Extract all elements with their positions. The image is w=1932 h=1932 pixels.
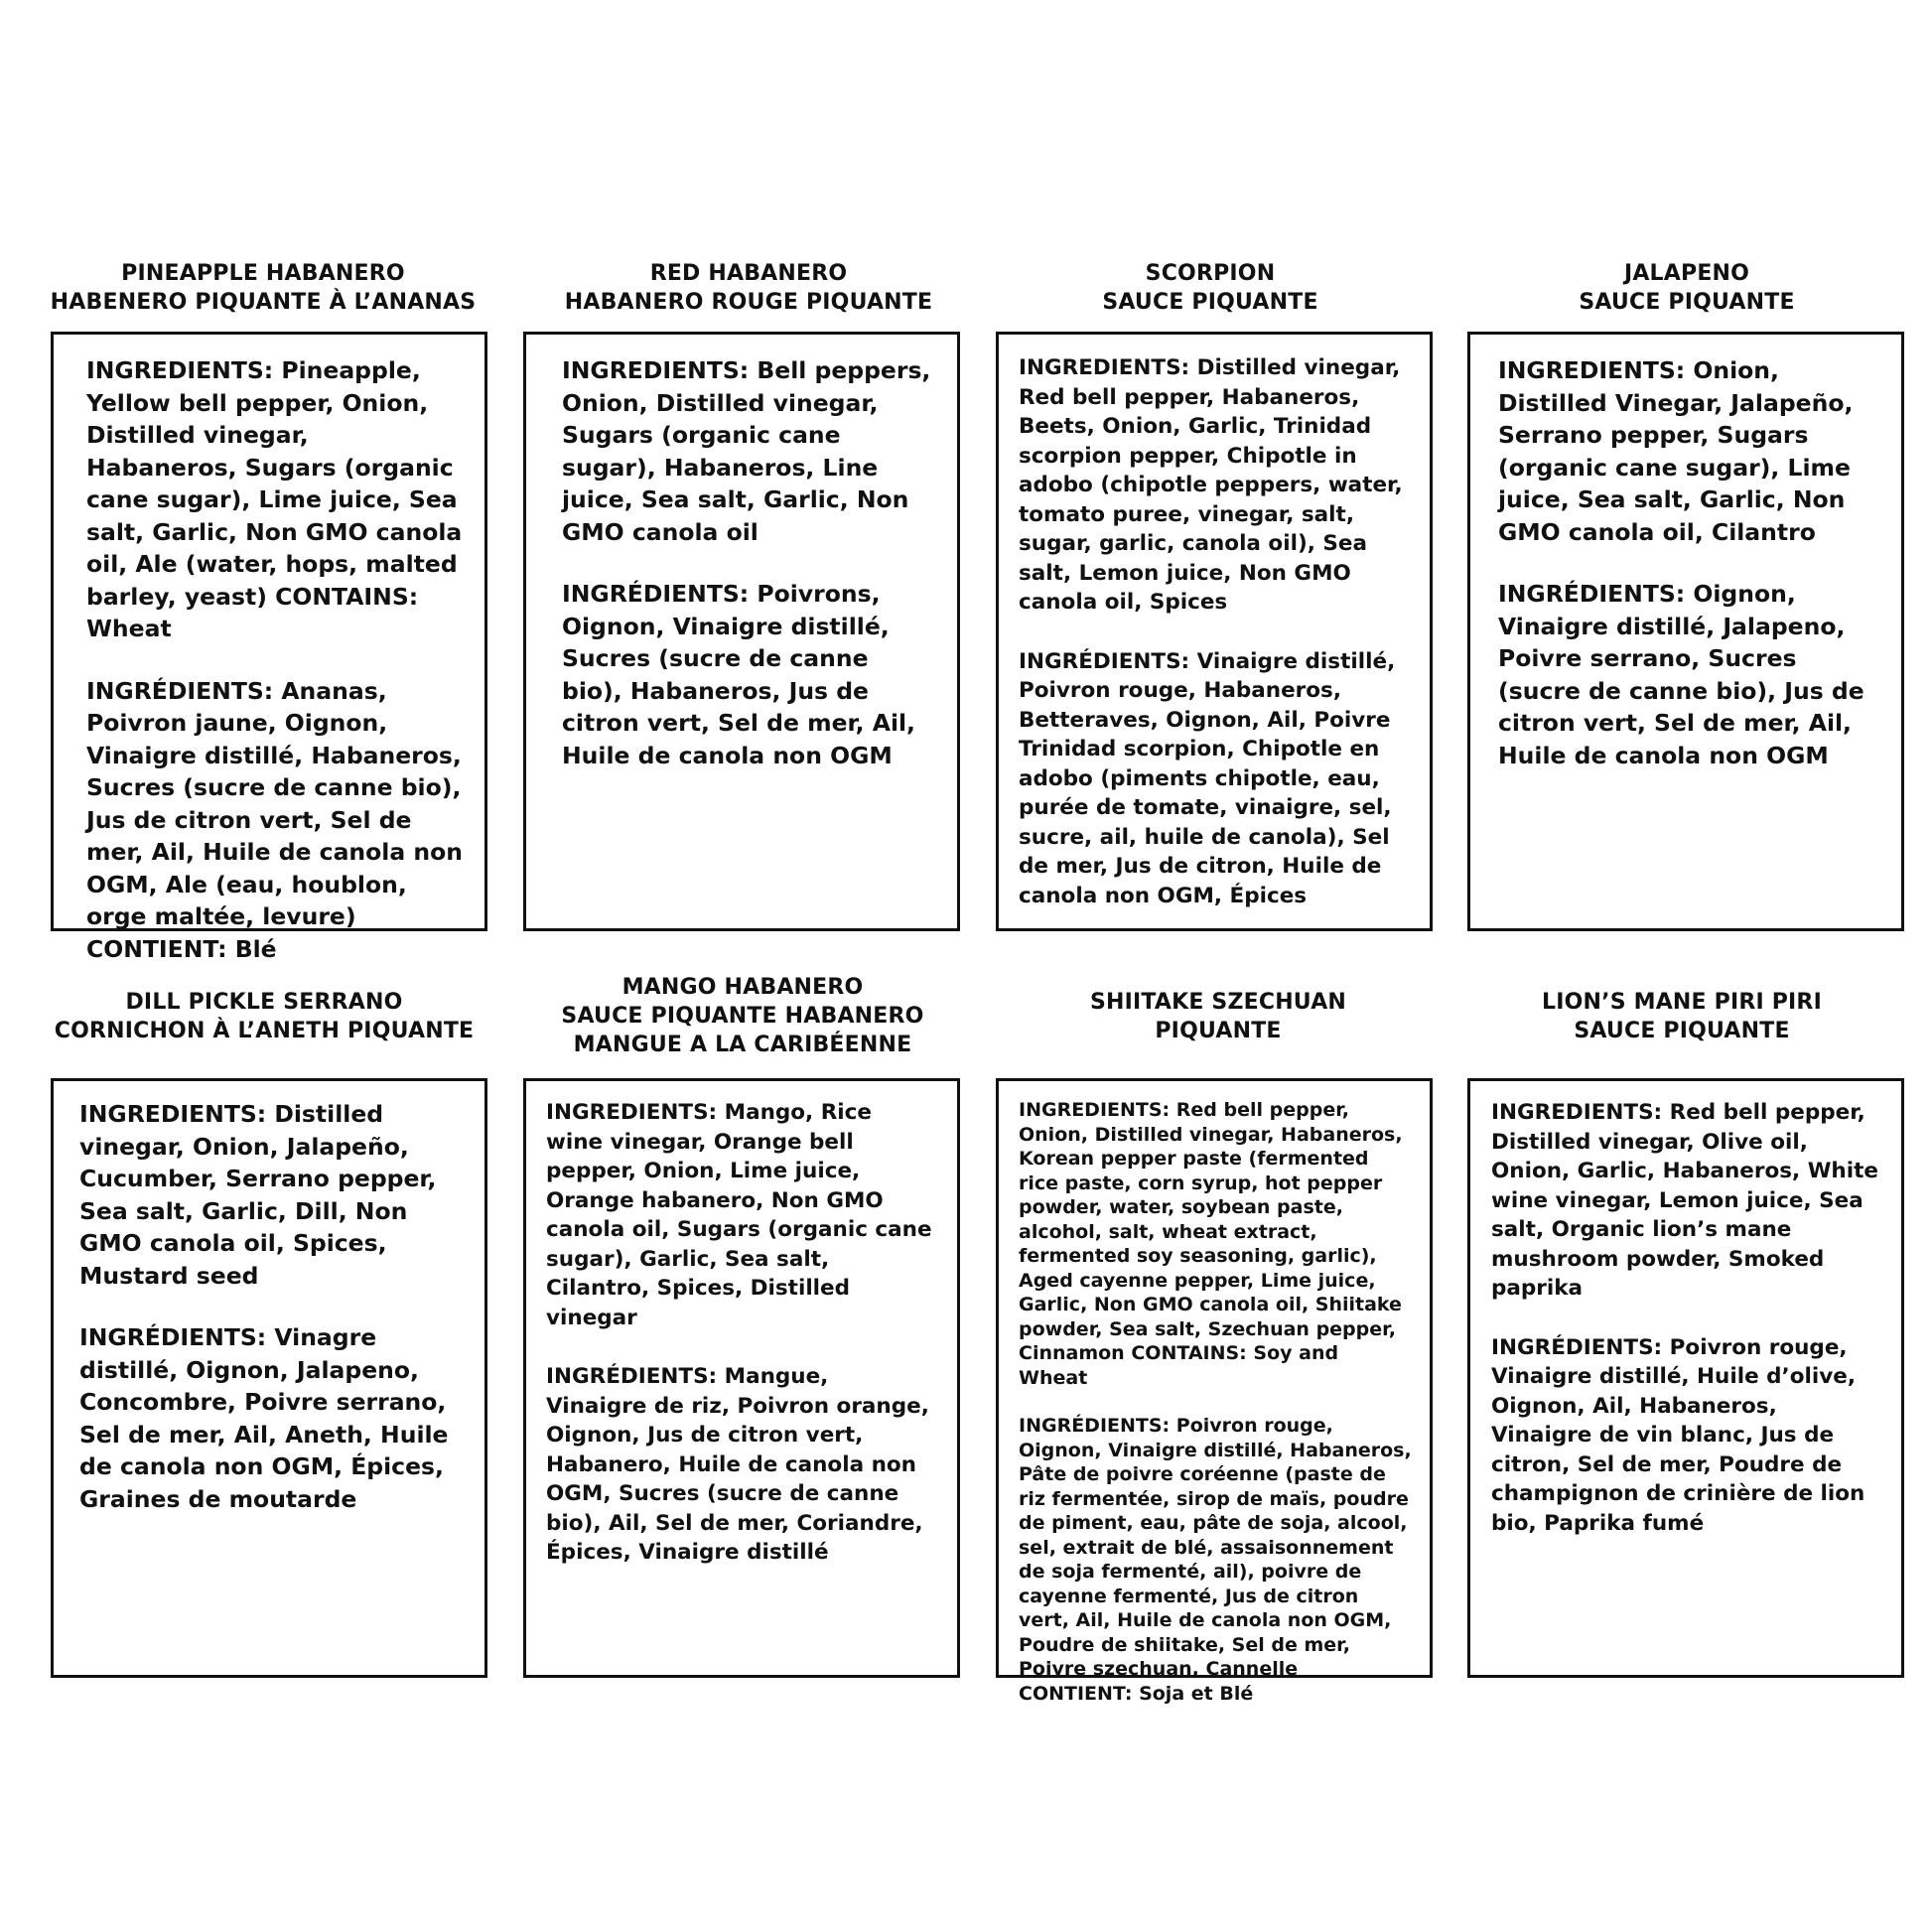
ingredients-english <box>1491 1098 1883 1304</box>
ingredients-french <box>546 1362 933 1568</box>
ingredients-english <box>562 354 931 548</box>
ingredients-english <box>86 354 465 645</box>
ingredients-label-fr: INGRÉDIENTS: <box>1019 648 1190 674</box>
title-english: DILL PICKLE SERRANO <box>125 990 403 1015</box>
contains-text-fr: Soja et Blé <box>1139 1682 1254 1705</box>
contains-text-fr: Blé <box>234 934 277 963</box>
contains-label: CONTAINS: <box>1131 1342 1247 1364</box>
ingredients-text: Onion, Distilled Vinegar, Jalapeño, Serrano pepper, Sugars (organic cane sugar), Lime juice, Sea salt, Garlic, Non GMO canola oil, Cilantro <box>1498 356 1854 546</box>
ingredients-label: INGREDIENTS: <box>86 356 274 384</box>
contains-label-fr: CONTIENT: <box>1019 1682 1133 1705</box>
contains-text: Soy and Wheat <box>1019 1342 1339 1389</box>
title-french: PIQUANTE <box>1155 1019 1282 1043</box>
ingredients-label-fr: INGRÉDIENTS: <box>1019 1415 1171 1437</box>
product-title-jalapeno <box>1468 259 1905 317</box>
ingredients-french <box>79 1321 461 1515</box>
ingredients-english <box>1498 354 1879 548</box>
ingredients-text: Distilled vinegar, Onion, Jalapeño, Cucumber, Serrano pepper, Sea salt, Garlic, Dill, Non GMO canola oil, Spices, Mustard seed <box>79 1100 437 1290</box>
ingredients-text-fr: Vinaigre distillé, Poivron rouge, Habaneros, Betteraves, Oignon, Ail, Poivre Trinidad scorpion, Chipotle en adobo (piments chipotle, eau, purée de tomate, vinaigre, sel, sucre, ail, huile de canola), Sel de mer, Jus de citron, Huile de canola non OGM, Épices <box>1019 648 1396 908</box>
ingredients-label-fr: INGRÉDIENTS: <box>86 676 274 705</box>
title-french: HABANERO ROUGE PIQUANTE <box>564 290 933 315</box>
ingredients-french <box>562 578 931 771</box>
ingredients-text: Bell peppers, Onion, Distilled vinegar, Sugars (organic cane sugar), Habaneros, Line juice, Sea salt, Garlic, Non GMO canola oil <box>562 356 931 546</box>
title-english: PINEAPPLE HABANERO <box>121 261 405 286</box>
ingredients-text: Mango, Rice wine vinegar, Orange bell pepper, Onion, Lime juice, Orange habanero, Non GMO canola oil, Sugars (organic cane sugar), Garlic, Sea salt, Cilantro, Spices, Distilled vinegar <box>546 1100 932 1330</box>
ingredients-label: INGREDIENTS: <box>562 356 750 384</box>
ingredients-english <box>546 1098 933 1332</box>
ingredients-french <box>1491 1333 1883 1539</box>
ingredients-french <box>1019 1414 1412 1706</box>
product-title-pineapple-habanero <box>45 259 482 317</box>
title-french: SAUCE PIQUANTE HABANERO <box>561 1004 924 1029</box>
contains-label-fr: CONTIENT: <box>86 934 227 963</box>
ingredients-label: INGREDIENTS: <box>1019 1099 1171 1121</box>
title-english: MANGO HABANERO <box>621 975 864 1000</box>
contains-text: Wheat <box>86 615 172 642</box>
ingredients-label-fr: INGRÉDIENTS: <box>546 1364 718 1389</box>
ingredients-label-fr: INGRÉDIENTS: <box>79 1323 267 1351</box>
product-title-red-habanero <box>530 259 967 317</box>
title-english: SHIITAKE SZECHUAN <box>1089 990 1347 1015</box>
product-title-scorpion <box>992 259 1429 317</box>
product-title-dill-pickle-serrano <box>46 988 483 1045</box>
ingredients-english <box>1019 353 1410 618</box>
ingredients-english <box>1019 1098 1412 1390</box>
ingredients-label-fr: INGRÉDIENTS: <box>1498 580 1686 608</box>
title-english: SCORPION <box>1145 261 1276 286</box>
ingredients-box-red-habanero <box>523 332 960 931</box>
ingredients-label-fr: INGRÉDIENTS: <box>1491 1334 1663 1360</box>
title-french: SAUCE PIQUANTE <box>1102 290 1318 315</box>
ingredients-label: INGREDIENTS: <box>546 1100 718 1125</box>
ingredients-text-fr: Ananas, Poivron jaune, Oignon, Vinaigre distillé, Habaneros, Sucres (sucre de canne bio), Jus de citron vert, Sel de mer, Ail, Huile de canola non OGM, Ale (eau, houblon, orge maltée, levure) <box>86 676 464 930</box>
ingredients-text-fr: Poivron rouge, Oignon, Vinaigre distillé, Habaneros, Pâte de poivre coréenne (paste de riz fermentée, sirop de maïs, poudre de piment, eau, pâte de soja, alcool, sel, extrait de blé, assaisonnement de soja fermenté, ail), poivre de cayenne fermenté, Jus de citron vert, Ail, Huile de canola non OGM, Poudre de shiitake, Sel de mer, Poivre szechuan, Cannelle <box>1019 1415 1412 1680</box>
ingredients-text-fr: Poivron rouge, Vinaigre distillé, Huile d’olive, Oignon, Ail, Habaneros, Vinaigre de vin blanc, Jus de citron, Sel de mer, Poudre de champignon de crinière de lion bio, Paprika fumé <box>1491 1334 1865 1536</box>
ingredients-box-dill-pickle-serrano <box>51 1078 487 1678</box>
product-title-lions-mane-piri-piri <box>1463 988 1900 1045</box>
ingredients-english <box>79 1098 461 1292</box>
ingredients-label: INGREDIENTS: <box>1491 1100 1663 1125</box>
ingredients-text-fr: Poivrons, Oignon, Vinaigre distillé, Sucres (sucre de canne bio), Habaneros, Jus de citron vert, Sel de mer, Ail, Huile de canola non OGM <box>562 580 915 769</box>
ingredients-box-pineapple-habanero <box>51 332 487 963</box>
product-title-mango-habanero <box>524 973 961 1059</box>
ingredients-text: Red bell pepper, Onion, Distilled vinegar, Habaneros, Korean pepper paste (fermented rice paste, corn syrup, hot pepper powder, water, soybean paste, alcohol, salt, wheat extract, fermented soy seasoning, garlic), Aged cayenne pepper, Lime juice, Garlic, Non GMO canola oil, Shiitake powder, Sea salt, Szechuan pepper, Cinnamon <box>1019 1099 1403 1364</box>
ingredients-label: INGREDIENTS: <box>1498 356 1686 384</box>
ingredients-label: INGREDIENTS: <box>79 1100 267 1128</box>
ingredients-french <box>86 675 465 966</box>
ingredients-box-mango-habanero <box>523 1078 960 1678</box>
ingredients-text: Red bell pepper, Distilled vinegar, Olive oil, Onion, Garlic, Habaneros, White wine vinegar, Lemon juice, Sea salt, Organic lion’s mane mushroom powder, Smoked paprika <box>1491 1100 1878 1301</box>
ingredients-text: Pineapple, Yellow bell pepper, Onion, Distilled vinegar, Habaneros, Sugars (organic cane sugar), Lime juice, Sea salt, Garlic, Non GMO canola oil, Ale (water, hops, malted barley, yeast) <box>86 356 463 611</box>
contains-label: CONTAINS: <box>275 582 419 611</box>
ingredients-box-scorpion <box>996 332 1433 931</box>
ingredients-text: Distilled vinegar, Red bell pepper, Habaneros, Beets, Onion, Garlic, Trinidad scorpion pepper, Chipotle in adobo (chipotle peppers, water, tomato puree, vinegar, salt, sugar, garlic, canola oil), Sea salt, Lemon juice, Non GMO canola oil, Spices <box>1019 355 1403 615</box>
ingredients-box-lions-mane-piri-piri <box>1467 1078 1904 1678</box>
ingredients-french <box>1019 647 1410 911</box>
product-title-shiitake-szechuan <box>1000 988 1437 1045</box>
ingredients-box-shiitake-szechuan <box>996 1078 1433 1705</box>
title-french: HABENERO PIQUANTE À L’ANANAS <box>50 290 477 315</box>
title-french: CORNICHON À L’ANETH PIQUANTE <box>54 1019 475 1043</box>
ingredients-label-fr: INGRÉDIENTS: <box>562 580 750 608</box>
ingredients-label: INGREDIENTS: <box>1019 355 1190 380</box>
title-english: LION’S MANE PIRI PIRI <box>1542 990 1822 1015</box>
ingredients-text-fr: Oignon, Vinaigre distillé, Jalapeno, Poivre serrano, Sucres (sucre de canne bio), Jus de citron vert, Sel de mer, Ail, Huile de canola non OGM <box>1498 580 1864 769</box>
ingredients-box-jalapeno <box>1467 332 1904 931</box>
ingredients-french <box>1498 578 1879 771</box>
title-french: SAUCE PIQUANTE <box>1579 290 1795 315</box>
title-french-line2: MANGUE A LA CARIBÉENNE <box>573 1033 912 1057</box>
title-french: SAUCE PIQUANTE <box>1574 1019 1790 1043</box>
ingredients-text-fr: Mangue, Vinaigre de riz, Poivron orange, Oignon, Jus de citron vert, Habanero, Huile de canola non OGM, Sucres (sucre de canne bio), Ail, Sel de mer, Coriandre, Épices, Vinaigre distillé <box>546 1364 929 1565</box>
title-english: JALAPENO <box>1623 261 1750 286</box>
title-english: RED HABANERO <box>649 261 848 286</box>
ingredients-text-fr: Vinagre distillé, Oignon, Jalapeno, Concombre, Poivre serrano, Sel de mer, Ail, Aneth, Huile de canola non OGM, Épices, Graines de moutarde <box>79 1323 449 1513</box>
